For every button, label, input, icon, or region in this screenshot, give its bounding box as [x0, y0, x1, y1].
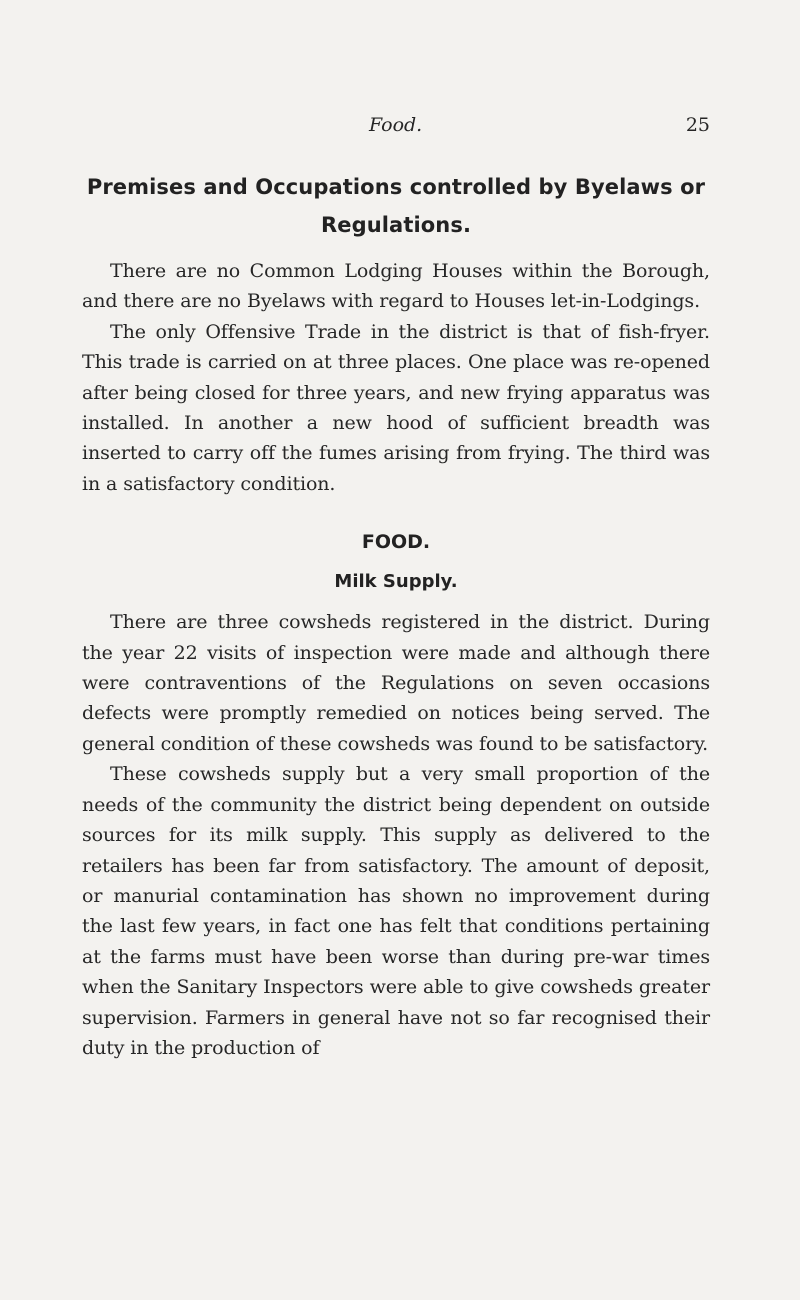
premises-section: [82, 168, 710, 499]
lodging-houses-paragraph: There are no Common Lodging Houses within the Borough, and there are no Byelaws with regard to Houses let-in-Lodgings.: [82, 260, 710, 313]
cowsheds-paragraph: There are three cowsheds registered in the district. During the year 22 visits of inspection were made and although there were contraventions of the Regulations on seven occasions defects were promptly remedied on notices being served. The general condition of these cowsheds was found to be satisfactory.: [82, 611, 710, 755]
milk-supply-paragraph: These cowsheds supply but a very small proportion of the needs of the community the district being dependent on outside sources for its milk supply. This supply as delivered to the retailers has been far from satisfactory. The amount of deposit, or manurial contamination has shown no improvement during the last few years, in fact one has felt that conditions pertaining at the farms must have been worse than during pre-war times when the Sanitary Inspectors were able to give cowsheds greater supervision. Farmers in general have not so far recognised their duty in the production of: [82, 763, 710, 1059]
milk-supply-heading: Milk Supply.: [334, 571, 458, 593]
food-heading: FOOD.: [361, 531, 431, 554]
running-head: [82, 108, 710, 148]
food-section: [82, 527, 710, 1063]
running-title: Food.: [369, 114, 423, 136]
heading-spacer: [82, 244, 710, 256]
page-number: 25: [685, 114, 710, 136]
premises-heading: Premises and Occupations controlled by Byelaws or Regulations.: [86, 175, 706, 237]
offensive-trade-paragraph: The only Offensive Trade in the district is that of fish-fryer. This trade is carried on at three places. One place was re-opened after being closed for three years, and new frying apparatus was installed. In another a new hood of sufficient breadth was inserted to carry off the fumes arising from frying. The third was in a satisfactory condition.: [82, 320, 710, 495]
subheading-spacer: [82, 597, 710, 607]
